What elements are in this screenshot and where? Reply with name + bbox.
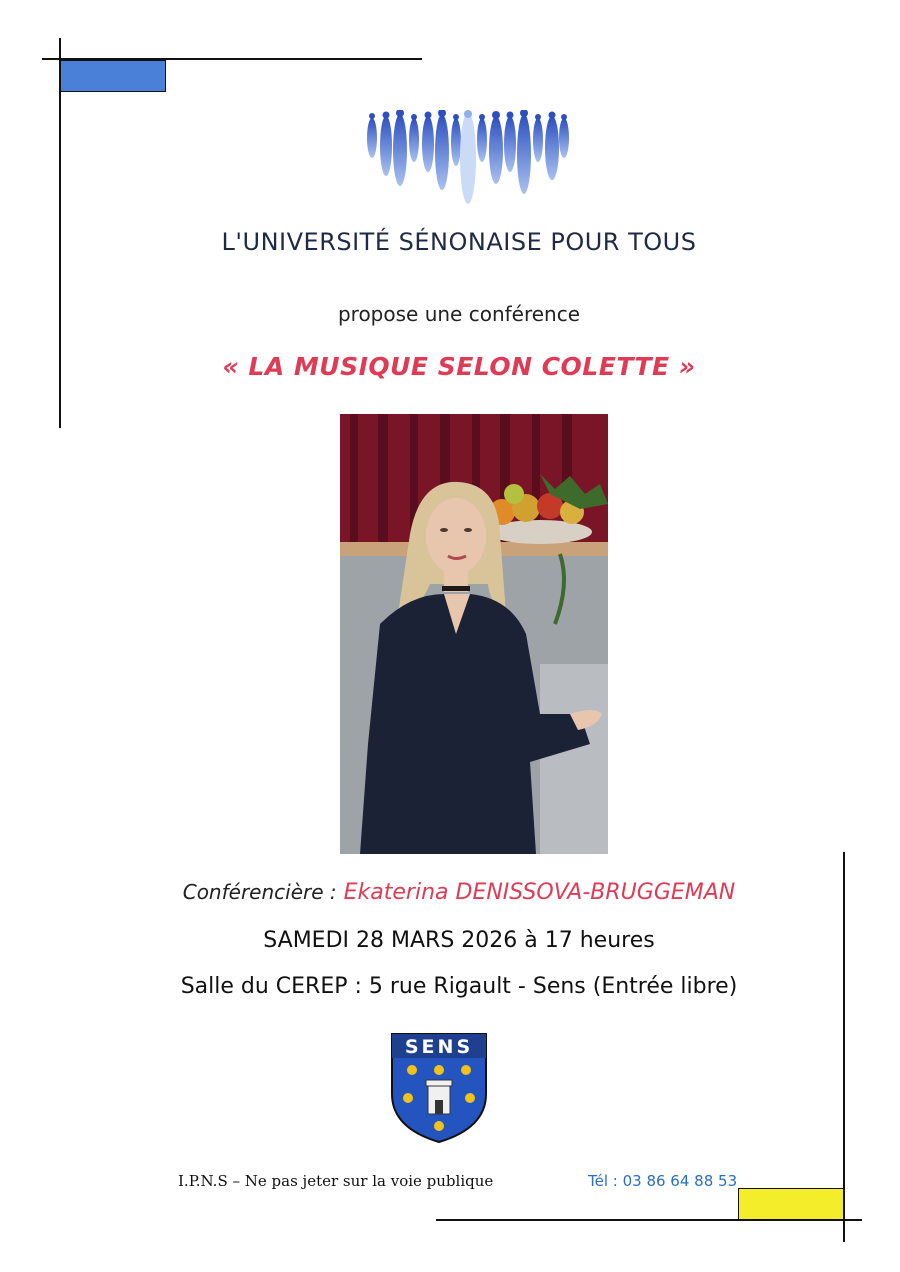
speaker-photo bbox=[340, 414, 608, 854]
organization-title: L'UNIVERSITÉ SÉNONAISE POUR TOUS bbox=[221, 228, 697, 256]
footer-phone: Tél : 03 86 64 88 53 bbox=[588, 1172, 738, 1190]
frame-line-right bbox=[843, 852, 845, 1242]
event-venue: Salle du CEREP : 5 rue Rigault - Sens (Entrée libre) bbox=[180, 974, 738, 999]
intro-text: propose une conférence bbox=[337, 302, 581, 326]
event-date: SAMEDI 28 MARS 2026 à 17 heures bbox=[263, 928, 655, 953]
crest-label: SENS bbox=[404, 1036, 474, 1058]
footer-notice: I.P.N.S – Ne pas jeter sur la voie publique bbox=[178, 1172, 494, 1190]
blue-accent-block bbox=[60, 60, 166, 92]
yellow-accent-block bbox=[738, 1188, 844, 1220]
sens-crest-icon bbox=[390, 1032, 488, 1144]
crowd-logo-icon bbox=[358, 110, 574, 215]
speaker-name: Ekaterina DENISSOVA-BRUGGEMAN bbox=[343, 880, 736, 905]
talk-title: « LA MUSIQUE SELON COLETTE » bbox=[222, 352, 696, 381]
speaker-line bbox=[0, 880, 900, 905]
speaker-label: Conférencière : bbox=[182, 880, 337, 904]
